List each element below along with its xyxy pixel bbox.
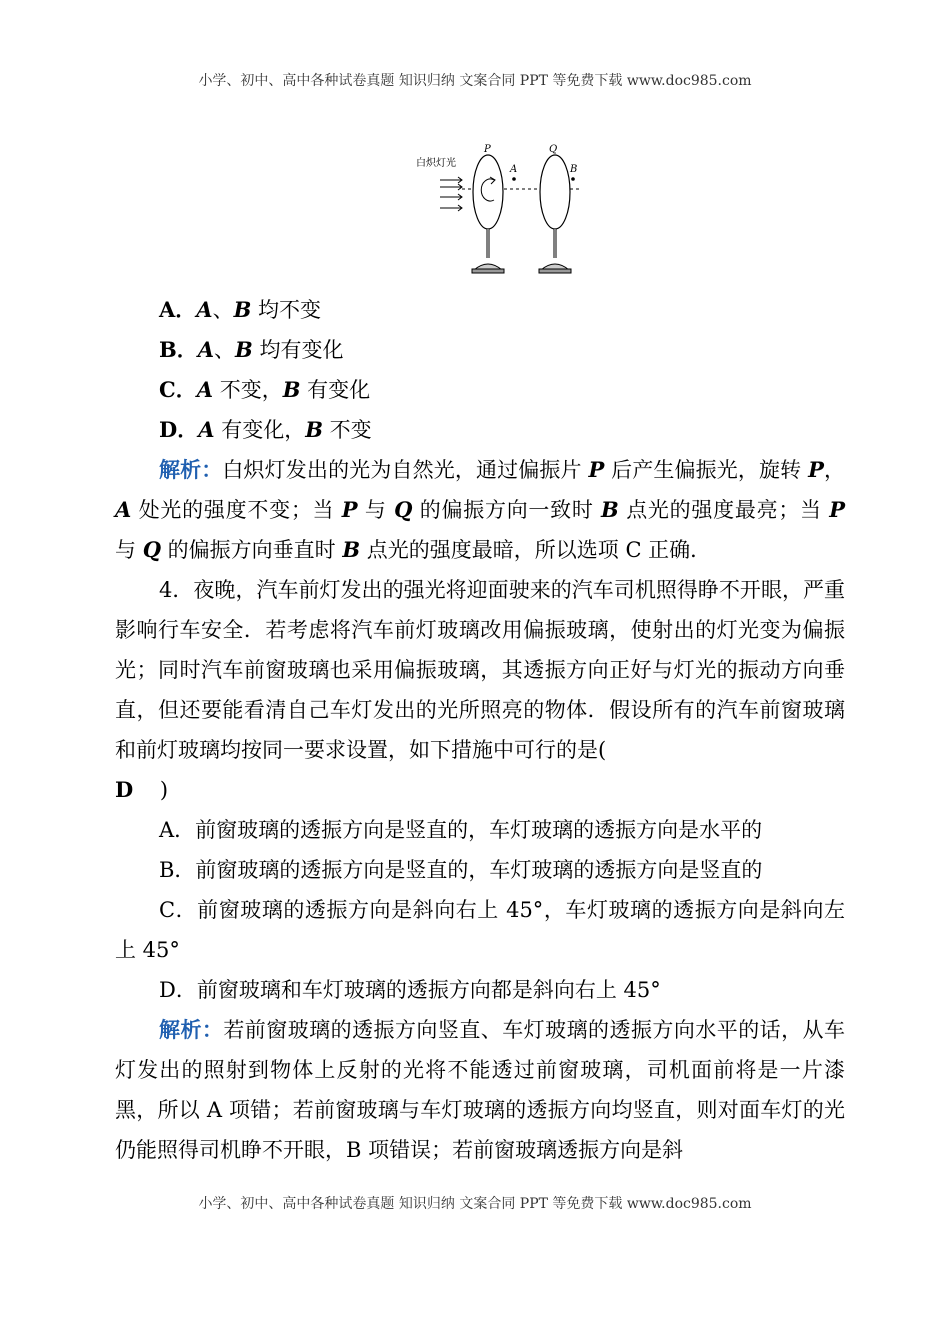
q4-answer: D bbox=[115, 777, 134, 802]
polarizer-diagram bbox=[410, 140, 600, 280]
page-header: 小学、初中、高中各种试卷真题 知识归纳 文案合同 PPT 等免费下载 www.doc985.com bbox=[198, 73, 752, 89]
polarizer-q bbox=[540, 155, 570, 229]
light-label: 白炽灯光 bbox=[416, 158, 456, 169]
question-content bbox=[115, 290, 845, 1170]
q3-option-c: C．A 不变，B 有变化 bbox=[159, 377, 371, 402]
incoming-light-arrows bbox=[440, 177, 462, 211]
label-q: Q bbox=[549, 144, 558, 155]
q4-stem: 4．夜晚，汽车前灯发出的强光将迎面驶来的汽车司机照得睁不开眼，严重影响行车安全．若考虑将汽车前灯玻璃改用偏振玻璃，使射出的灯光变为偏振光；同时汽车前窗玻璃也采用偏振玻璃，其透振方向正好与灯光的振动方向垂直，但还要能看清自己车灯发出的光所照亮的物体．假设所有的汽车前窗玻璃和前灯玻璃均按同一要求设置，如下措施中可行的是( D ) bbox=[115, 578, 845, 802]
point-a bbox=[512, 177, 516, 181]
point-b bbox=[571, 177, 575, 181]
q4-option-c: C．前窗玻璃的透振方向是斜向右上 45°，车灯玻璃的透振方向是斜向左上 45° bbox=[115, 898, 845, 962]
polarizer-p bbox=[473, 155, 503, 229]
q3-analysis: 解析：白炽灯发出的光为自然光，通过偏振片 P 后产生偏振光，旋转 P，A 处光的强度不变；当 P 与 Q 的偏振方向一致时 B 点光的强度最亮；当 P 与 Q 的偏振方向垂直时 B 点光的强度最暗，所以选项 C 正确． bbox=[115, 457, 846, 562]
q3-option-b: B．A、B 均有变化 bbox=[159, 337, 344, 362]
q4-option-a: A．前窗玻璃的透振方向是竖直的，车灯玻璃的透振方向是水平的 bbox=[159, 818, 763, 842]
q4-option-b: B．前窗玻璃的透振方向是竖直的，车灯玻璃的透振方向是竖直的 bbox=[159, 858, 763, 882]
q4-option-d: D．前窗玻璃和车灯玻璃的透振方向都是斜向右上 45° bbox=[159, 978, 661, 1002]
q3-option-d: D．A 有变化，B 不变 bbox=[159, 417, 372, 442]
polarizer-figure-svg bbox=[410, 140, 600, 280]
page-footer: 小学、初中、高中各种试卷真题 知识归纳 文案合同 PPT 等免费下载 www.doc985.com bbox=[198, 1196, 752, 1212]
label-a: A bbox=[510, 164, 518, 175]
label-b: B bbox=[570, 164, 578, 175]
q3-option-a: A．A、B 均不变 bbox=[159, 297, 322, 322]
q4-analysis: 解析：若前窗玻璃的透振方向竖直、车灯玻璃的透振方向水平的话，从车灯发出的照射到物体上反射的光将不能透过前窗玻璃，司机面前将是一片漆黑，所以 A 项错；若前窗玻璃与车灯玻璃的透振方向均竖直，则对面车灯的光仍能照得司机睁不开眼，B 项错误；若前窗玻璃透振方向是斜 bbox=[115, 1017, 846, 1162]
label-p: P bbox=[484, 144, 491, 155]
